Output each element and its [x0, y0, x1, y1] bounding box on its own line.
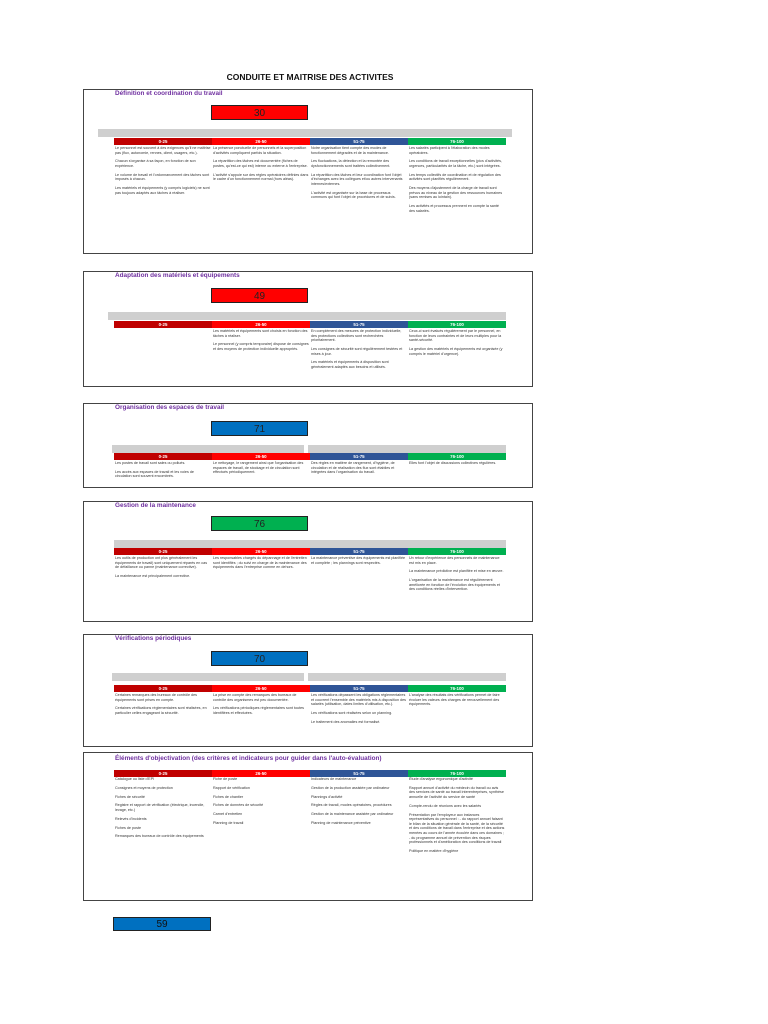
band-0-25: 0-25 [114, 770, 212, 777]
criteria-text: Présentation par l'employeur aux instances représentatives du personnel : - du rapport annuel faisant le bilan de la situation générale de la santé, de la sécurité et des conditions de travail dans l'entreprise et des actions menées au cours de l'année écoulée dans ces domaines ; - du programme annuel de prévention des risques professionnels et d'amélioration des conditions de travail [409, 812, 505, 845]
criteria-text: Gestion de la maintenance assistée par ordinateur [311, 812, 394, 817]
criteria-text: Le nettoyage, le rangement ainsi que l'organisation des espaces de travail, de stockage et de circulation sont effectués périodiquement. [213, 461, 304, 475]
band-76-100: 76-100 [408, 548, 506, 555]
gray-scale-bar [112, 673, 304, 681]
criteria-columns [114, 556, 506, 596]
criteria-column-76-100 [408, 693, 506, 729]
criteria-text: Rapport annuel d'activité du médecin du travail ou avis des services de santé au travail interentreprises, synthèse annuelle de l'activité du service de santé [409, 785, 504, 799]
criteria-text: Fiches de chantier [213, 794, 244, 799]
criteria-text: Indicateurs de maintenance [311, 777, 357, 781]
band-51-75: 51-75 [310, 548, 408, 555]
band-51-75: 51-75 [310, 453, 408, 460]
criteria-columns [114, 461, 506, 483]
criteria-text: Consignes et moyens de protection [115, 785, 173, 790]
criteria-text: Les matériels et équipements (y compris logiciels) ne sont pas toujours adaptés aux tâches à réaliser. [115, 186, 210, 195]
criteria-text: Les matériels et équipements sont choisis en fonction des tâches à réaliser. [213, 329, 308, 338]
score-box: 70 [211, 651, 308, 666]
criteria-text: Chacun s'organise à sa façon, en fonction de son expérience. [115, 159, 196, 168]
band-0-25: 0-25 [114, 321, 212, 328]
band-26-50: 26-50 [212, 770, 310, 777]
criteria-text: Les conditions de travail exceptionnelles (pics d'activités, urgences, particularités de la tâche, etc.) sont intégrées. [409, 159, 502, 168]
page-title: CONDUITE ET MAITRISE DES ACTIVITES [226, 72, 394, 82]
criteria-text: Plannings d'activité [311, 794, 343, 799]
criteria-text: Rapport de vérification [213, 785, 250, 790]
criteria-text: La présence ponctuelle de personnels et la superposition d'activités compliquent parfois la situation. [213, 146, 307, 155]
section-title: Adaptation des matériels et équipements [115, 272, 240, 279]
band-51-75: 51-75 [310, 138, 408, 145]
band-0-25: 0-25 [114, 453, 212, 460]
gray-scale-bar [112, 445, 304, 453]
criteria-text: La répartition des tâches et leur coordination font l'objet d'échanges avec les collègues et/ou autres intervenants internes/externes. [311, 172, 403, 186]
score-box: 71 [211, 421, 308, 436]
criteria-text: Catalogue ou liste d'EPI [115, 777, 155, 781]
band-26-50: 26-50 [212, 548, 310, 555]
score-band-row [114, 453, 506, 460]
criteria-text: L'analyse des résultats des vérifications permet de faire évoluer les valeurs des charges de renouvellement des équipements. [409, 693, 500, 707]
criteria-text: Les fluctuations, la détection et la remontée des dysfonctionnements sont traitées collectivement. [311, 159, 391, 168]
score-band-row [114, 770, 506, 777]
criteria-text: L'activité est organisée sur la base de processus communs qui font l'objet de procédures et de suivis. [311, 190, 396, 200]
overall-score-box: 59 [113, 917, 211, 931]
criteria-column-76-100 [408, 461, 506, 483]
band-26-50: 26-50 [212, 321, 310, 328]
criteria-text: Elles font l'objet de discussions collectives régulières. [409, 461, 497, 465]
band-76-100: 76-100 [408, 453, 506, 460]
criteria-text: Compte-rendu de réunions avec les salariés [409, 803, 482, 808]
criteria-column-51-75 [310, 461, 408, 483]
criteria-column-26-50 [212, 461, 310, 483]
criteria-column-26-50 [212, 693, 310, 729]
criteria-column-76-100 [408, 329, 506, 374]
criteria-columns [114, 693, 506, 729]
criteria-text: Registre et rapport de vérification (électrique, incendie, levage, etc.) [115, 803, 205, 812]
band-76-100: 76-100 [408, 685, 506, 692]
criteria-column-51-75 [310, 777, 408, 858]
gray-scale-bar [108, 312, 506, 320]
criteria-column-26-50 [212, 146, 310, 217]
section-objectivation [83, 752, 533, 901]
criteria-column-0-25 [114, 556, 212, 596]
criteria-column-51-75 [310, 693, 408, 729]
band-51-75: 51-75 [310, 321, 408, 328]
section-title: Gestion de la maintenance [115, 502, 196, 509]
band-26-50: 26-50 [212, 138, 310, 145]
score-band-row [114, 321, 506, 328]
band-26-50: 26-50 [212, 453, 310, 460]
criteria-text: Les activités et processus prennent en compte la santé des salariés. [409, 204, 499, 213]
criteria-text: Le personnel est souvent à des exigences qu'il ne maîtrise pas (flux, autonomie, rennes, client, usagers, etc.). [115, 146, 211, 155]
score-box: 30 [211, 105, 308, 120]
criteria-text: Les matériels et équipements à disposition sont généralement adaptés aux besoins et utilisés. [311, 360, 389, 369]
criteria-text: Les consignes de sécurité sont régulièrement testées et mises à jour. [311, 346, 403, 356]
score-band-row [114, 138, 506, 145]
criteria-text: Planning de travail [213, 820, 244, 825]
score-box: 76 [211, 516, 308, 531]
criteria-text: La maintenance prédictive est planifiée et mise en œuvre. [409, 569, 504, 574]
band-76-100: 76-100 [408, 770, 506, 777]
criteria-text: L'organisation de la maintenance est régulièrement améliorée en fonction de l'évolution des équipements et des conditions réelles d'intervention. [409, 578, 500, 592]
criteria-column-51-75 [310, 556, 408, 596]
band-51-75: 51-75 [310, 770, 408, 777]
criteria-text: La gestion des matériels et équipements est organisée (y compris le matériel d'urgence). [409, 346, 503, 356]
gray-scale-bar [114, 540, 506, 548]
criteria-column-26-50 [212, 777, 310, 858]
criteria-text: La maintenance préventive des équipements est planifiée et complète ; les plannings sont respectés. [311, 556, 406, 565]
band-0-25: 0-25 [114, 138, 212, 145]
band-51-75: 51-75 [310, 685, 408, 692]
criteria-text: Planning de maintenance préventive [311, 820, 371, 825]
criteria-text: Le traitement des anomalies est formalisé. [311, 719, 381, 724]
section-workspaces [83, 403, 533, 488]
section-title: Éléments d'objectivation (des critères et indicateurs pour guider dans l'auto-évaluation) [115, 755, 382, 762]
criteria-column-26-50 [212, 329, 310, 374]
section-title: Vérifications périodiques [115, 635, 192, 642]
criteria-text: Des règles en matière de rangement, d'hygiène, de circulation et de réalisation des flux sont établies et intégrées dans l'organisation du travail. [311, 461, 395, 475]
criteria-column-76-100 [408, 556, 506, 596]
gray-scale-bar [98, 129, 512, 137]
criteria-column-76-100 [408, 777, 506, 858]
criteria-text: Les vérifications périodiques réglementaires sont toutes identifiées et effectuées. [213, 706, 305, 715]
criteria-text: En complément des mesures de protection individuelle, des protections collectives sont recherchées prioritairement. [311, 329, 402, 343]
criteria-text: Fiches de poste [115, 825, 142, 830]
criteria-text: Gestion de la production assistée par ordinateur [311, 785, 390, 790]
criteria-text: La répartition des tâches est documentée (fiches de postes, qu'est-ce qui est) interne ou externe à l'entreprise. [213, 159, 308, 168]
criteria-column-0-25 [114, 693, 212, 729]
criteria-text: Les responsables chargés du dépannage et de l'entretien sont identifiés ; du suivi en charge de la maintenance des équipements dans l'entreprise comme en dehors. [213, 556, 307, 570]
section-equipment [83, 271, 533, 387]
band-0-25: 0-25 [114, 685, 212, 692]
criteria-text: Les outils de production ont plus généralement les équipements de travail) sont uniquement réparés en cas de défaillance ou panne (maintenance corrective). [115, 556, 208, 570]
criteria-text: Fiche de poste [213, 777, 238, 781]
score-band-row [114, 548, 506, 555]
criteria-text: Remarques des bureaux de contrôle des équipements [115, 834, 204, 839]
criteria-text: Un retour d'expérience des personnels de maintenance est mis en place. [409, 556, 500, 565]
criteria-text: Les accès aux espaces de travail et les voies de circulation sont souvent encombrés. [115, 469, 194, 479]
criteria-text: Étude d'analyse ergonomique d'activité [409, 777, 473, 781]
section-work-definition [83, 89, 533, 254]
band-76-100: 76-100 [408, 138, 506, 145]
band-76-100: 76-100 [408, 321, 506, 328]
score-box: 49 [211, 288, 308, 303]
criteria-text: Les salariés participent à l'élaboration des modes opératoires. [409, 146, 490, 155]
criteria-column-0-25 [114, 329, 212, 374]
criteria-text: Politique en matière d'hygiène [409, 848, 459, 853]
criteria-columns [114, 329, 506, 374]
criteria-column-0-25 [114, 461, 212, 483]
criteria-text: L'activité s'appuie sur des règles opératoires définies dans le cadre d'un fonctionnement normal (hors aléas). [213, 172, 309, 182]
section-title: Définition et coordination du travail [115, 90, 223, 97]
criteria-column-0-25 [114, 777, 212, 858]
criteria-text: Relevés d'incidents [115, 816, 147, 821]
criteria-text: Les vérifications sont réalisées selon un planning. [311, 710, 393, 715]
criteria-columns [114, 777, 506, 858]
gray-scale-bar [390, 445, 506, 453]
score-band-row [114, 685, 506, 692]
criteria-text: Certaines vérifications réglementaires sont réalisées, en particulier celles engageant la sécurité. [115, 706, 207, 715]
criteria-text: Fiches de données de sécurité [213, 803, 264, 808]
criteria-column-51-75 [310, 146, 408, 217]
criteria-column-51-75 [310, 329, 408, 374]
section-periodic-checks [83, 634, 533, 747]
criteria-column-76-100 [408, 146, 506, 217]
criteria-text: Carnet d'entretien [213, 812, 243, 817]
criteria-text: Le personnel (y compris temporaire) dispose de consignes et des moyens de protection individuelle appropriés. [213, 342, 309, 351]
band-0-25: 0-25 [114, 548, 212, 555]
criteria-text: Des moyens d'ajustement de la charge de travail sont prévus au niveau de la gestion des ressources humaines (sans remises au lointain). [409, 186, 503, 200]
criteria-text: Ceux-ci sont évalués régulièrement par le personnel, en fonction de leurs contraintes et de leurs multiples pour la santé-sécurité. [409, 329, 502, 343]
criteria-column-26-50 [212, 556, 310, 596]
criteria-text: Les postes de travail sont sales ou pollués. [115, 461, 186, 465]
criteria-text: La maintenance est principalement corrective. [115, 573, 191, 578]
section-title: Organisation des espaces de travail [115, 404, 225, 411]
criteria-text: Notre organisation tient compte des modes de fonctionnement dégradés et de la maintenance. [311, 146, 389, 155]
section-maintenance [83, 501, 533, 622]
criteria-text: Fiches de sécurité [115, 794, 145, 799]
criteria-text: Les vérifications dépassent les obligations réglementaires et couvrent l'ensemble des matériels mis à disposition des salariés (utilisation, dates limites d'utilisation, etc.). [311, 693, 406, 707]
criteria-text: Les temps collectifs de coordination et de régulation des activités sont planifiés régulièrement. [409, 172, 501, 182]
criteria-text: Certaines remarques des bureaux de contrôle des équipements sont prises en compte. [115, 693, 197, 702]
criteria-text: La prise en compte des remarques des bureaux de contrôle des organismes est peu documentée. [213, 693, 297, 702]
criteria-text: Règles de travail, modes opératoires, procédures [311, 803, 392, 808]
gray-scale-bar [390, 673, 506, 681]
criteria-text: Le volume de travail et l'ordonnancement des tâches sont imposés à chacun. [115, 172, 210, 182]
criteria-columns [114, 146, 506, 217]
band-26-50: 26-50 [212, 685, 310, 692]
criteria-column-0-25 [114, 146, 212, 217]
